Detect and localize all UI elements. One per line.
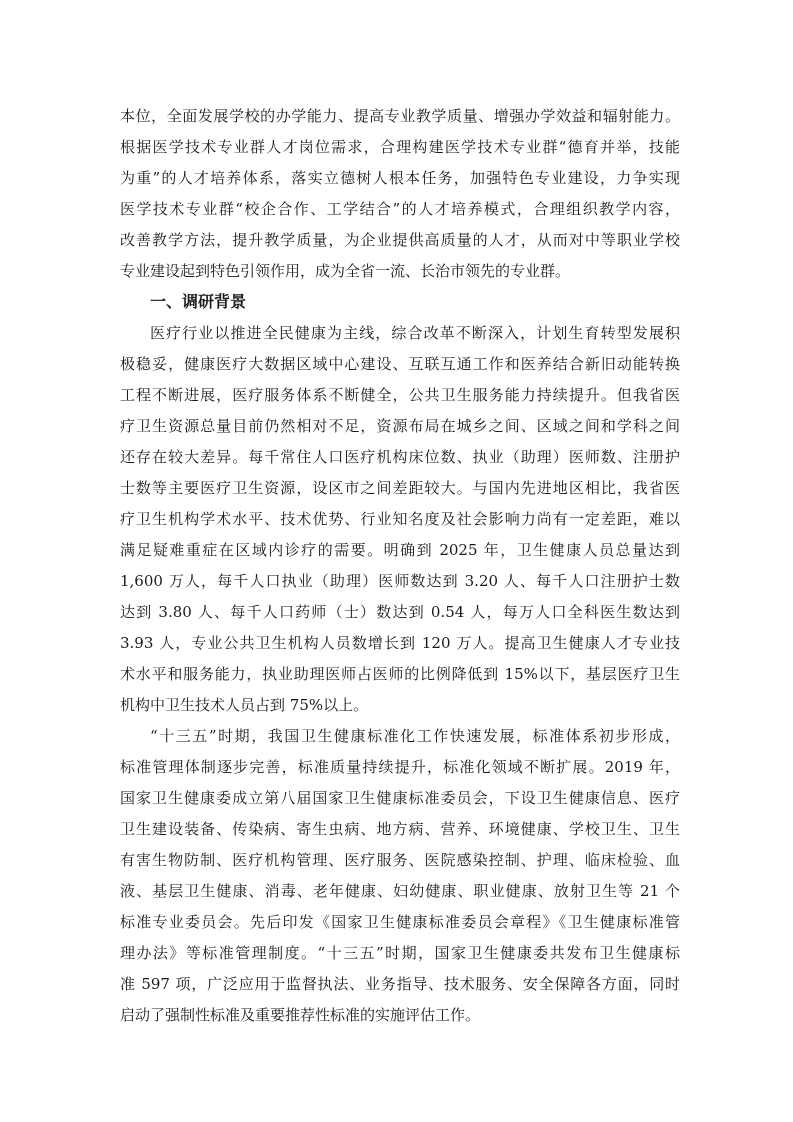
paragraph-line: 标准专业委员会。先后印发《国家卫生健康标准委员会章程》《卫生健康标准管 — [120, 913, 680, 931]
paragraph-line: 准 597 项，广泛应用于监督执法、业务指导、技术服务、安全保障各方面，同时 — [120, 975, 680, 993]
section-heading: 一、调研背景 — [150, 292, 247, 311]
paragraph-line: 启动了强制性标准及重要推荐性标准的实施评估工作。 — [120, 1006, 481, 1024]
paragraph-line: 满足疑难重症在区域内诊疗的需要。明确到 2025 年，卫生健康人员总量达到 — [120, 541, 680, 559]
paragraph-line: 国家卫生健康委成立第八届国家卫生健康标准委员会，下设卫生健康信息、医疗 — [120, 789, 680, 807]
intro-line: 本位，全面发展学校的办学能力、提高专业教学质量、增强办学效益和辐射能力。 — [120, 107, 680, 125]
intro-line: 改善教学方法，提升教学质量，为企业提供高质量的人才，从而对中等职业学校 — [120, 231, 680, 249]
paragraph-line: 士数等主要医疗卫生资源，设区市之间差距较大。与国内先进地区相比，我省医 — [120, 479, 680, 497]
paragraph-line: 理办法》等标准管理制度。“十三五”时期，国家卫生健康委共发布卫生健康标 — [120, 944, 680, 962]
paragraph-line: 极稳妥，健康医疗大数据区域中心建设、互联互通工作和医养结合新旧动能转换 — [120, 355, 680, 373]
intro-line: 医学技术专业群“校企合作、工学结合”的人才培养模式，合理组织教学内容， — [120, 200, 680, 218]
paragraph-line: 还存在较大差异。每千常住人口医疗机构床位数、执业（助理）医师数、注册护 — [120, 448, 680, 466]
paragraph-line: 疗卫生机构学术水平、技术优势、行业知名度及社会影响力尚有一定差距，难以 — [120, 510, 680, 528]
paragraph-line: 液、基层卫生健康、消毒、老年健康、妇幼健康、职业健康、放射卫生等 21 个 — [120, 882, 680, 900]
paragraph-line: 卫生建设装备、传染病、寄生虫病、地方病、营养、环境健康、学校卫生、卫生 — [120, 820, 680, 838]
intro-line: 根据医学技术专业群人才岗位需求，合理构建医学技术专业群“德育并举，技能 — [120, 138, 680, 156]
paragraph-line: 达到 3.80 人、每千人口药师（士）数达到 0.54 人，每万人口全科医生数达到 — [120, 603, 680, 621]
paragraph-line: 3.93 人，专业公共卫生机构人员数增长到 120 万人。提高卫生健康人才专业技 — [120, 634, 680, 652]
paragraph-line: “十三五”时期，我国卫生健康标准化工作快速发展，标准体系初步形成， — [150, 727, 680, 745]
paragraph-line: 医疗行业以推进全民健康为主线，综合改革不断深入，计划生育转型发展积 — [150, 324, 680, 342]
intro-line: 为重”的人才培养体系，落实立德树人根本任务，加强特色专业建设，力争实现 — [120, 169, 680, 187]
paragraph-line: 疗卫生资源总量目前仍然相对不足，资源布局在城乡之间、区域之间和学科之间 — [120, 417, 680, 435]
paragraph-line: 工程不断进展，医疗服务体系不断健全，公共卫生服务能力持续提升。但我省医 — [120, 386, 680, 404]
paragraph-line: 标准管理体制逐步完善，标准质量持续提升，标准化领域不断扩展。2019 年， — [120, 758, 680, 776]
paragraph-line: 1,600 万人，每千人口执业（助理）医师数达到 3.20 人、每千人口注册护士数 — [120, 572, 680, 590]
paragraph-line: 机构中卫生技术人员占到 75%以上。 — [120, 696, 369, 714]
paragraph-line: 有害生物防制、医疗机构管理、医疗服务、医院感染控制、护理、临床检验、血 — [120, 851, 680, 869]
intro-line: 专业建设起到特色引领作用，成为全省一流、长治市领先的专业群。 — [120, 262, 571, 280]
paragraph-line: 术水平和服务能力，执业助理医师占医师的比例降低到 15%以下，基层医疗卫生 — [120, 665, 680, 683]
